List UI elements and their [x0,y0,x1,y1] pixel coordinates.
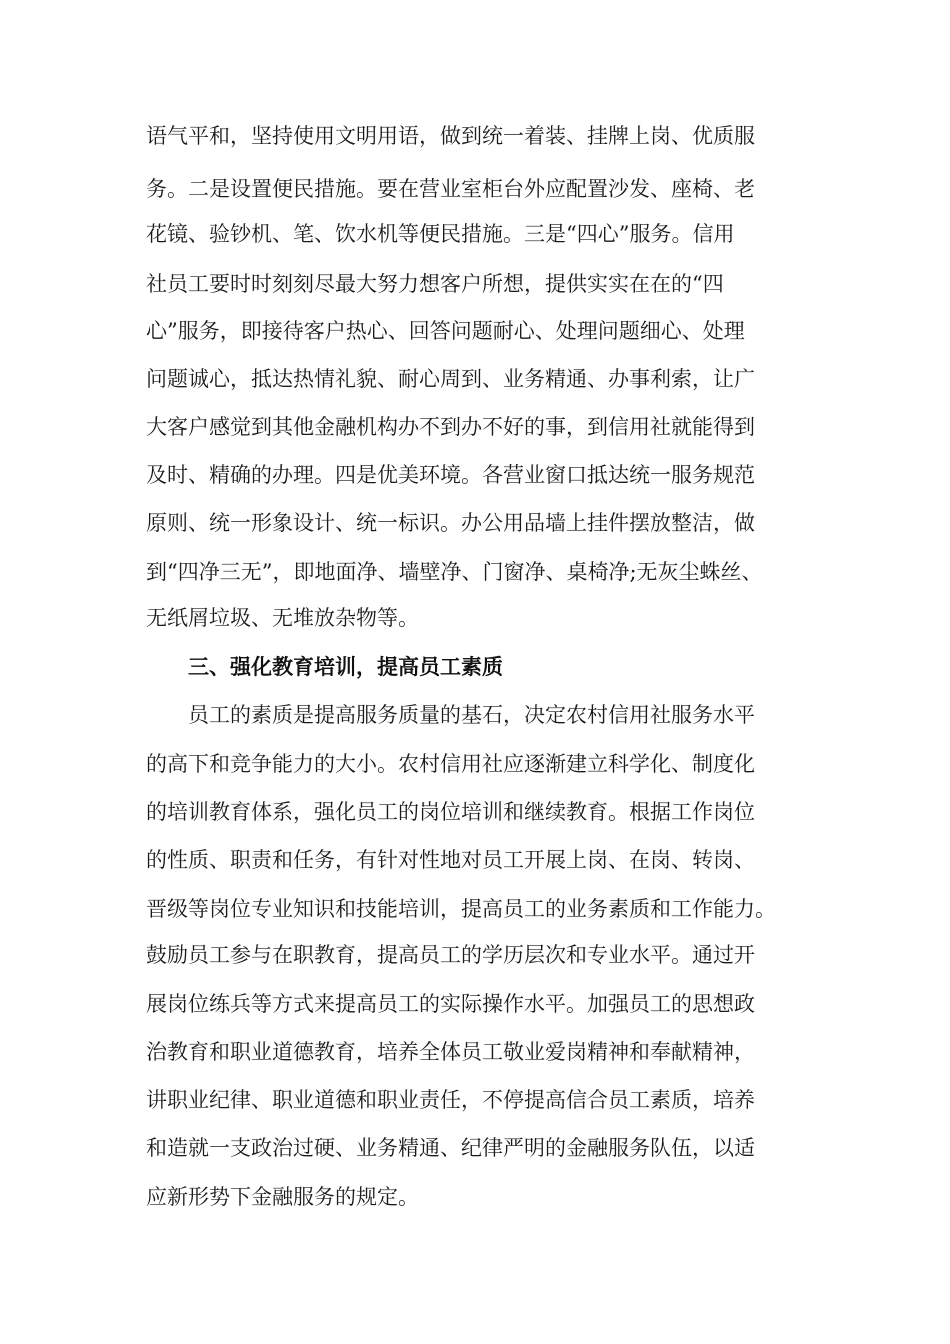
paragraph-line: 的性质、职责和任务，有针对性地对员工开展上岗、在岗、转岗、 [146,848,755,872]
paragraph-line: 治教育和职业道德教育，培养全体员工敬业爱岗精神和奉献精神， [146,1040,755,1064]
paragraph-line: 展岗位练兵等方式来提高员工的实际操作水平。加强员工的思想政 [146,992,755,1016]
paragraph-line: 心”服务，即接待客户热心、回答问题耐心、处理问题细心、处理 [146,319,745,343]
paragraph-line: 务。二是设置便民措施。要在营业室柜台外应配置沙发、座椅、老 [146,177,755,201]
paragraph-line: 鼓励员工参与在职教育，提高员工的学历层次和专业水平。通过开 [146,943,755,967]
paragraph-line: 花镜、验钞机、笔、饮水机等便民措施。三是“四心”服务。信用 [146,222,735,246]
paragraph-line: 和造就一支政治过硬、业务精通、纪律严明的金融服务队伍，以适 [146,1136,755,1160]
paragraph-line: 及时、精确的办理。四是优美环境。各营业窗口抵达统一服务规范 [146,463,755,487]
paragraph-line: 员工的素质是提高服务质量的基石，决定农村信用社服务水平 [188,703,755,727]
paragraph-line: 大客户感觉到其他金融机构办不到办不好的事，到信用社就能得到 [146,415,755,439]
paragraph-line: 原则、统一形象设计、统一标识。办公用品墙上挂件摆放整洁，做 [146,511,755,535]
paragraph-line: 的高下和竞争能力的大小。农村信用社应逐渐建立科学化、制度化 [146,752,755,776]
paragraph-line: 的培训教育体系，强化员工的岗位培训和继续教育。根据工作岗位 [146,800,755,824]
paragraph-line: 语气平和，坚持使用文明用语，做到统一着装、挂牌上岗、优质服 [146,124,755,148]
paragraph-line: 问题诚心，抵达热情礼貌、耐心周到、业务精通、办事利索，让广 [146,367,755,391]
paragraph-line: 社员工要时时刻刻尽最大努力想客户所想，提供实实在在的“四 [146,272,724,296]
section-heading: 三、强化教育培训，提高员工素质 [188,655,503,679]
paragraph-line: 应新形势下金融服务的规定。 [146,1185,419,1209]
paragraph-line: 晋级等岗位专业知识和技能培训，提高员工的业务素质和工作能力。 [146,897,776,921]
paragraph-line: 到“四净三无”，即地面净、墙壁净、门窗净、桌椅净;无灰尘蛛丝、 [146,560,763,584]
paragraph-line: 无纸屑垃圾、无堆放杂物等。 [146,606,419,630]
paragraph-line: 讲职业纪律、职业道德和职业责任，不停提高信合员工素质，培养 [146,1088,755,1112]
